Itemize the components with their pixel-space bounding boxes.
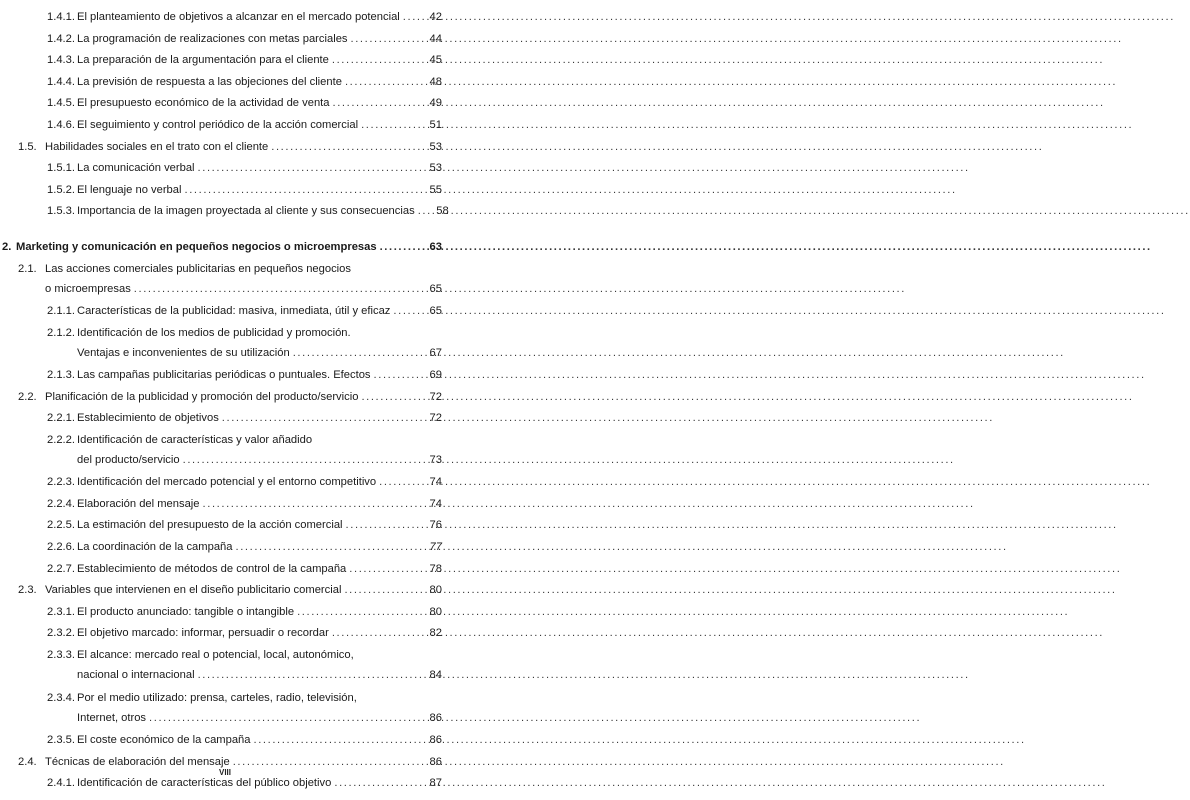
toc-entry-number: 1.4.3.	[47, 54, 75, 66]
toc-entry-title: Identificación de los medios de publicidad y promoción.	[77, 327, 351, 339]
toc-entry-page: 53	[429, 162, 442, 174]
toc-entry-page: 48	[429, 76, 442, 88]
toc-entry-number: 1.5.	[18, 141, 37, 153]
toc-entry	[47, 605, 442, 619]
toc-entry-number: 2.	[2, 241, 12, 253]
toc-entry-page: 49	[429, 97, 442, 109]
toc-entry	[47, 411, 442, 425]
toc-entry-number: 1.5.2.	[47, 184, 75, 196]
leader-dots	[379, 475, 419, 489]
toc-entry-title: El presupuesto económico de la actividad de venta	[77, 97, 330, 109]
toc-entry-title: Las acciones comerciales publicitarias en pequeños negocios	[45, 263, 351, 275]
leader-dots	[349, 562, 419, 576]
toc-entry-title-continued: o microempresas	[45, 283, 131, 295]
toc-entry-page: 45	[429, 54, 442, 66]
toc-entry-number: 2.2.	[18, 391, 37, 403]
toc-entry-title: El producto anunciado: tangible o intangible	[77, 606, 295, 618]
leader-dots	[236, 540, 420, 554]
toc-entry	[47, 204, 449, 218]
toc-entry-number: 2.1.1.	[47, 305, 75, 317]
leader-dots	[332, 53, 419, 67]
toc-entry-title: Planificación de la publicidad y promoción del producto/servicio	[45, 391, 359, 403]
toc-entry	[47, 691, 442, 725]
toc-entry-title: El lenguaje no verbal	[77, 184, 182, 196]
toc-entry	[47, 733, 442, 747]
toc-entry-title-continued: nacional o internacional	[77, 669, 195, 681]
toc-entry-title: Identificación de características y valor añadido	[77, 434, 313, 446]
leader-dots	[271, 140, 419, 154]
page-number-footer: VIII	[218, 768, 231, 777]
toc-entry	[47, 326, 442, 360]
toc-entry-number: 2.1.3.	[47, 369, 75, 381]
toc-entry-page: 69	[429, 369, 442, 381]
leader-dots	[297, 605, 419, 619]
toc-entry-title: La comunicación verbal	[77, 162, 195, 174]
toc-entry-number: 2.2.4.	[47, 498, 75, 510]
toc-entry-number: 2.2.5.	[47, 519, 75, 531]
toc-entry-title: Marketing y comunicación en pequeños negocios o microempresas	[16, 241, 377, 253]
toc-entry-page: 80	[429, 606, 442, 618]
toc-entry-number: 2.2.7.	[47, 563, 75, 575]
leader-dots	[222, 411, 419, 425]
toc-entry-title: El alcance: mercado real o potencial, local, autonómico,	[77, 649, 354, 661]
toc-entry	[47, 518, 442, 532]
toc-entry-title: Habilidades sociales en el trato con el cliente	[45, 141, 269, 153]
leader-dots	[198, 668, 419, 682]
toc-entry-page: 84	[429, 669, 442, 681]
toc-entry-number: 2.2.2.	[47, 434, 75, 446]
toc-entry-page: 55	[429, 184, 442, 196]
toc-entry-number: 2.2.1.	[47, 412, 75, 424]
leader-dots	[198, 161, 419, 175]
leader-dots	[351, 32, 419, 46]
toc-entry-number: 1.4.1.	[47, 11, 75, 23]
toc-entry-page: 77	[429, 541, 442, 553]
toc-entry-page: 82	[429, 627, 442, 639]
toc-entry-page: 73	[429, 454, 442, 466]
toc-entry-number: 1.5.1.	[47, 162, 75, 174]
toc-entry-page: 78	[429, 563, 442, 575]
leader-dots	[254, 733, 419, 747]
toc-entry-title-continued: del producto/servicio	[77, 454, 180, 466]
toc-entry-number: 2.3.3.	[47, 649, 75, 661]
toc-entry	[47, 161, 442, 175]
leader-dots	[346, 518, 419, 532]
toc-entry-title: El coste económico de la campaña	[77, 734, 251, 746]
toc-entry-title-continued: Internet, otros	[77, 712, 147, 724]
leader-dots	[293, 346, 419, 360]
leader-dots	[149, 711, 419, 725]
toc-entry-page: 51	[429, 119, 442, 131]
leader-dots	[403, 10, 419, 24]
toc-entry-number: 2.3.4.	[47, 692, 75, 704]
toc-entry-title: La programación de realizaciones con metas parciales	[77, 33, 348, 45]
toc-entry-title: Identificación del mercado potencial y el entorno competitivo	[77, 476, 377, 488]
toc-entry	[18, 140, 442, 154]
toc-entry-number: 2.1.	[18, 263, 37, 275]
toc-entry	[47, 53, 442, 67]
leader-dots	[233, 755, 419, 769]
toc-entry	[47, 626, 442, 640]
toc-entry-page: 74	[429, 476, 442, 488]
toc-entry	[47, 540, 442, 554]
toc-entry	[47, 497, 442, 511]
toc-entry-title: Técnicas de elaboración del mensaje	[45, 756, 230, 768]
toc-entry-page: 74	[429, 498, 442, 510]
toc-entry	[47, 475, 442, 489]
leader-dots	[185, 183, 420, 197]
toc-entry-number: 2.3.1.	[47, 606, 75, 618]
toc-entry-page: 87	[429, 777, 442, 789]
toc-entry-page: 76	[429, 519, 442, 531]
toc-entry-title: Variables que intervienen en el diseño publicitario comercial	[45, 584, 342, 596]
leader-dots	[183, 453, 419, 467]
toc-entry-page: 53	[429, 141, 442, 153]
toc-entry-title: La preparación de la argumentación para el cliente	[77, 54, 329, 66]
toc-entry-number: 2.3.2.	[47, 627, 75, 639]
toc-entry-title: La previsión de respuesta a las objeciones del cliente	[77, 76, 342, 88]
toc-entry-number: 2.1.2.	[47, 327, 75, 339]
leader-dots	[361, 390, 419, 404]
toc-entry	[2, 240, 442, 254]
toc-entry-number: 2.4.1.	[47, 777, 75, 789]
toc-entry	[47, 183, 442, 197]
leader-dots	[374, 368, 419, 382]
toc-entry-title: El planteamiento de objetivos a alcanzar en el mercado potencial	[77, 11, 400, 23]
toc-entry	[47, 433, 442, 467]
toc-entry-page: 80	[429, 584, 442, 596]
leader-dots	[393, 304, 419, 318]
toc-entry	[47, 304, 442, 318]
toc-entry-page: 86	[429, 712, 442, 724]
toc-entry-page: 86	[429, 756, 442, 768]
toc-entry	[47, 562, 442, 576]
toc-entry	[47, 776, 442, 790]
toc-entry	[47, 648, 442, 682]
toc-entry-number: 2.3.	[18, 584, 37, 596]
toc-entry-number: 1.4.5.	[47, 97, 75, 109]
leader-dots	[344, 583, 419, 597]
toc-entry-number: 1.4.6.	[47, 119, 75, 131]
toc-entry-title: Elaboración del mensaje	[77, 498, 200, 510]
toc-entry-title-continued: Ventajas e inconvenientes de su utilización	[77, 347, 290, 359]
toc-entry-title: La estimación del presupuesto de la acción comercial	[77, 519, 343, 531]
toc-entry-page: 44	[429, 33, 442, 45]
toc-entry	[47, 75, 442, 89]
toc-entry-number: 1.4.2.	[47, 33, 75, 45]
leader-dots	[345, 75, 419, 89]
toc-entry	[18, 583, 442, 597]
toc-entry-page: 65	[429, 305, 442, 317]
toc-entry	[18, 390, 442, 404]
toc-entry	[47, 368, 442, 382]
toc-entry-title: La coordinación de la campaña	[77, 541, 233, 553]
toc-entry-title: Características de la publicidad: masiva, inmediata, útil y eficaz	[77, 305, 391, 317]
leader-dots	[134, 282, 419, 296]
toc-entry-page: 72	[429, 412, 442, 424]
toc-entry-title: Las campañas publicitarias periódicas o puntuales. Efectos	[77, 369, 371, 381]
toc-entry	[18, 262, 442, 296]
toc-entry-page: 63	[429, 241, 442, 253]
toc-entry-title: Importancia de la imagen proyectada al cliente y sus consecuencias	[77, 205, 415, 217]
toc-entry-number: 1.4.4.	[47, 76, 75, 88]
toc-entry-number: 2.4.	[18, 756, 37, 768]
leader-dots	[332, 626, 419, 640]
leader-dots	[361, 118, 419, 132]
toc-entry-page: 67	[429, 347, 442, 359]
toc-entry-title: Establecimiento de métodos de control de la campaña	[77, 563, 347, 575]
toc-entry-title: Identificación de características del público objetivo	[77, 777, 332, 789]
toc-entry	[47, 118, 442, 132]
toc-entry	[47, 96, 442, 110]
toc-entry-number: 2.3.5.	[47, 734, 75, 746]
leader-dots	[418, 204, 426, 218]
toc-entry-page: 65	[429, 283, 442, 295]
toc-entry	[18, 755, 442, 769]
toc-entry-page: 72	[429, 391, 442, 403]
toc-entry-number: 2.2.3.	[47, 476, 75, 488]
toc-entry-title: El seguimiento y control periódico de la acción comercial	[77, 119, 359, 131]
toc-entry-page: 58	[436, 205, 449, 217]
leader-dots	[333, 96, 420, 110]
toc-entry-page: 42	[429, 11, 442, 23]
leader-dots	[380, 240, 419, 254]
toc-entry-number: 2.2.6.	[47, 541, 75, 553]
toc-entry-title: Establecimiento de objetivos	[77, 412, 219, 424]
toc-entry-number: 1.5.3.	[47, 205, 75, 217]
leader-dots	[203, 497, 419, 511]
toc-entry	[47, 32, 442, 46]
toc-entry	[47, 10, 442, 24]
leader-dots	[334, 776, 419, 790]
toc-entry-title: El objetivo marcado: informar, persuadir o recordar	[77, 627, 329, 639]
toc-entry-title: Por el medio utilizado: prensa, carteles, radio, televisión,	[77, 692, 357, 704]
toc-entry-page: 86	[429, 734, 442, 746]
